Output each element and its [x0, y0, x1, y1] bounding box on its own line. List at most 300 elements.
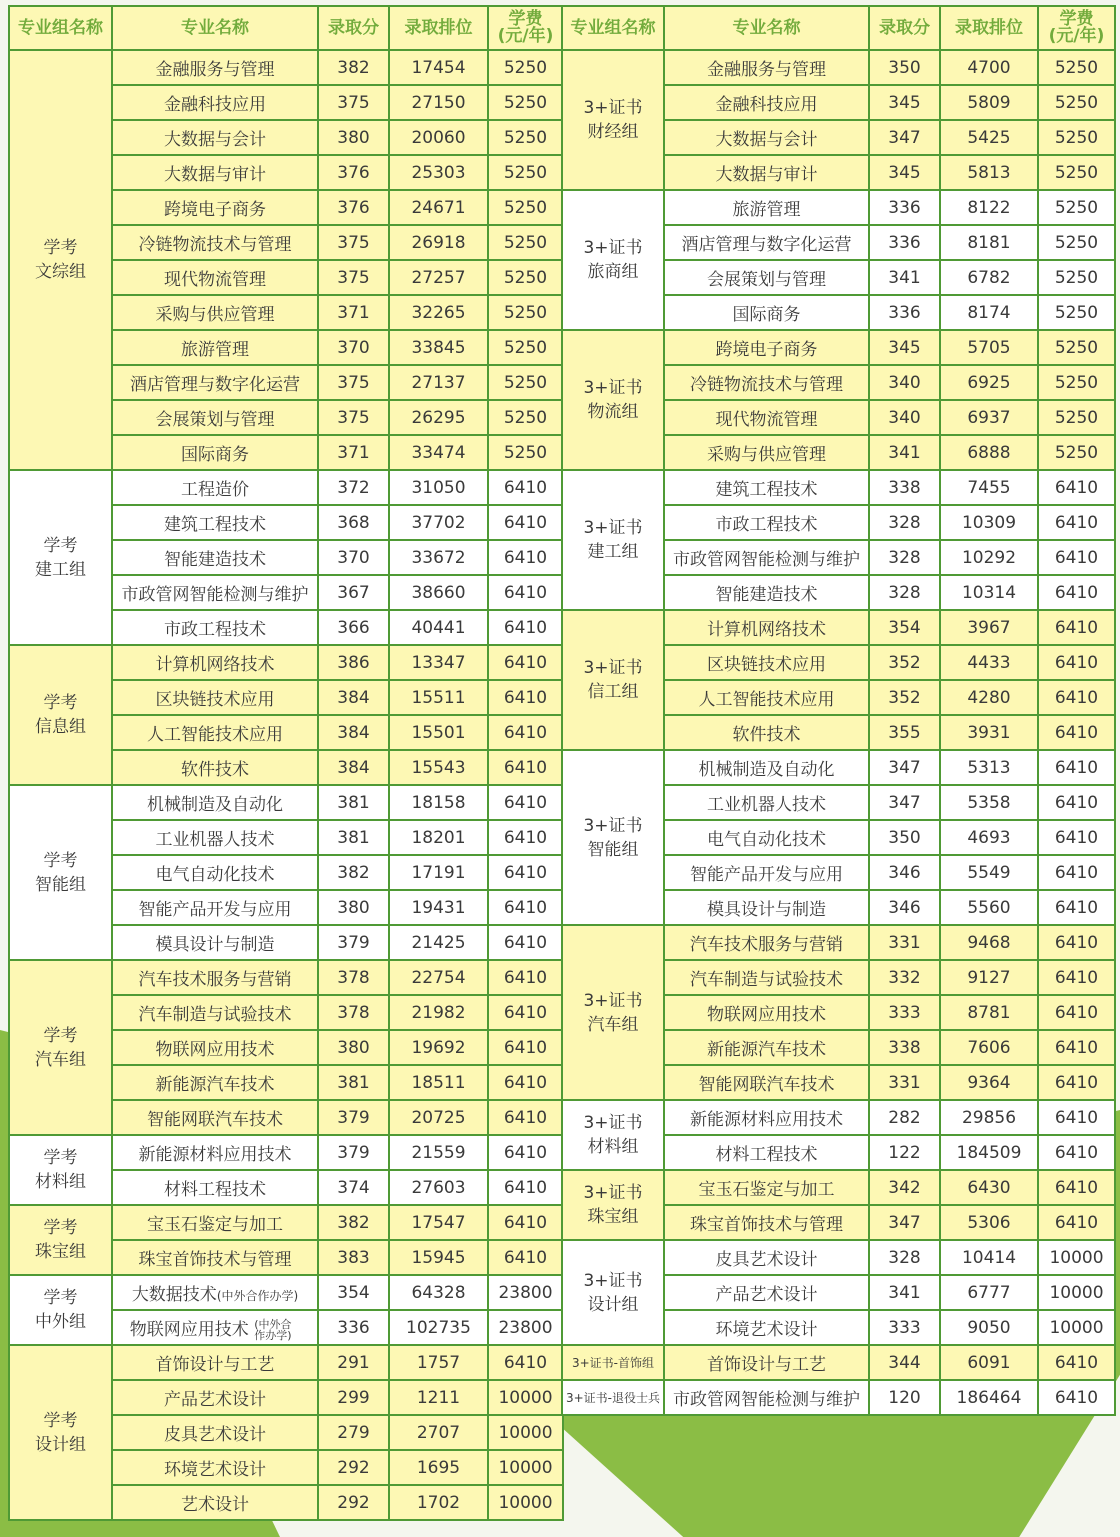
- score-text: 375: [337, 372, 370, 393]
- rank-cell: [940, 1345, 1038, 1380]
- major-name-text: 材料工程技术: [164, 1180, 266, 1200]
- score-cell: [869, 925, 940, 960]
- rank-cell: [940, 680, 1038, 715]
- table-row: [9, 645, 563, 680]
- tuition-cell: [488, 890, 563, 925]
- group-name-cell: [562, 1345, 664, 1380]
- tuition-cell: [488, 785, 563, 820]
- rank-text: 27137: [411, 372, 466, 393]
- tuition-cell: [488, 470, 563, 505]
- rank-cell: [940, 1100, 1038, 1135]
- major-name-cell: [112, 855, 318, 890]
- score-cell: [318, 855, 389, 890]
- score-cell: [869, 960, 940, 995]
- tuition-cell: [488, 715, 563, 750]
- score-cell: [869, 330, 940, 365]
- rank-text: 15945: [411, 1247, 466, 1268]
- major-name-cell: [112, 50, 318, 85]
- score-text: 347: [888, 757, 921, 778]
- tuition-cell: [488, 50, 563, 85]
- score-text: 345: [888, 162, 921, 183]
- major-name-text: 智能网联汽车技术: [147, 1110, 283, 1130]
- rank-cell: [389, 995, 488, 1030]
- table-row: [562, 610, 1115, 645]
- tuition-text: 6410: [503, 477, 548, 498]
- group-name-line: 3+证书: [583, 990, 643, 1011]
- major-name-cell: [112, 470, 318, 505]
- major-name-text: 智能建造技术: [164, 550, 266, 570]
- tuition-cell: [488, 85, 563, 120]
- rank-text: 1211: [416, 1387, 461, 1408]
- score-text: 375: [337, 407, 370, 428]
- major-name-text: 环境艺术设计: [715, 1320, 818, 1340]
- rank-cell: [389, 85, 488, 120]
- rank-cell: [389, 575, 488, 610]
- rank-text: 15543: [411, 757, 466, 778]
- rank-text: 64328: [411, 1282, 466, 1303]
- major-name-text: 跨境电子商务: [164, 200, 266, 220]
- tuition-cell: [488, 120, 563, 155]
- major-name-text: 艺术设计: [181, 1495, 249, 1515]
- table-row: [562, 190, 1115, 225]
- group-name-line: 3+证书-退役士兵: [565, 1390, 661, 1405]
- tuition-text: 6410: [503, 1247, 548, 1268]
- score-cell: [869, 1065, 940, 1100]
- tuition-text: 5250: [1054, 57, 1099, 78]
- tuition-cell: [1038, 225, 1115, 260]
- score-text: 333: [888, 1002, 921, 1023]
- major-name-cell: [664, 575, 869, 610]
- tuition-text: 6410: [503, 862, 548, 883]
- major-name-text: 计算机网络技术: [155, 655, 275, 675]
- rank-text: 102735: [406, 1317, 471, 1338]
- table-row: [562, 750, 1115, 785]
- group-name-cell: [9, 1275, 112, 1345]
- major-name-cell: [112, 890, 318, 925]
- score-cell: [869, 1135, 940, 1170]
- tuition-cell: [488, 365, 563, 400]
- rank-cell: [389, 540, 488, 575]
- tuition-cell: [1038, 260, 1115, 295]
- tuition-text: 6410: [503, 1142, 548, 1163]
- tuition-text: 5250: [503, 337, 548, 358]
- tuition-text: 6410: [1054, 792, 1099, 813]
- major-name-cell: [664, 1065, 869, 1100]
- tuition-cell: [488, 1170, 563, 1205]
- tuition-cell: [488, 610, 563, 645]
- rank-text: 20060: [411, 127, 466, 148]
- rank-text: 5549: [967, 862, 1011, 883]
- rank-text: 19431: [411, 897, 466, 918]
- table-row: [9, 50, 563, 85]
- rank-text: 5306: [967, 1212, 1011, 1233]
- tuition-text: 6410: [1054, 582, 1099, 603]
- tuition-cell: [1038, 1030, 1115, 1065]
- major-name-cell: [112, 1345, 318, 1380]
- group-name-line: 学考: [43, 1148, 78, 1168]
- major-name-text: 软件技术: [181, 760, 249, 780]
- score-cell: [318, 1450, 389, 1485]
- score-text: 292: [337, 1457, 370, 1478]
- major-name-cell: [664, 190, 869, 225]
- score-cell: [318, 50, 389, 85]
- tuition-text: 6410: [1054, 862, 1099, 883]
- score-text: 375: [337, 92, 370, 113]
- rank-cell: [389, 855, 488, 890]
- tuition-text: 5250: [1054, 407, 1099, 428]
- major-name-text: 宝玉石鉴定与加工: [698, 1180, 835, 1200]
- rank-cell: [940, 820, 1038, 855]
- score-cell: [318, 260, 389, 295]
- rank-cell: [389, 1100, 488, 1135]
- score-cell: [318, 715, 389, 750]
- tuition-cell: [488, 505, 563, 540]
- major-name-cell: [112, 1205, 318, 1240]
- group-name-line: 3+证书: [583, 238, 643, 258]
- major-name-cell: [664, 470, 869, 505]
- score-cell: [869, 785, 940, 820]
- rank-cell: [389, 820, 488, 855]
- score-cell: [318, 1380, 389, 1415]
- tuition-cell: [1038, 715, 1115, 750]
- score-text: 382: [337, 57, 370, 78]
- rank-cell: [940, 785, 1038, 820]
- rank-cell: [940, 540, 1038, 575]
- score-text: 279: [337, 1422, 370, 1443]
- rank-cell: [389, 260, 488, 295]
- tuition-text: 6410: [1054, 1177, 1099, 1198]
- score-text: 352: [888, 652, 921, 673]
- tuition-cell: [1038, 470, 1115, 505]
- tuition-text: 5250: [503, 302, 548, 323]
- group-name-line: 3+证书: [583, 658, 643, 678]
- major-name-text: 市政管网智能检测与维护: [673, 1390, 860, 1410]
- tuition-text: 6410: [1054, 1002, 1099, 1023]
- rank-text: 5313: [967, 757, 1011, 778]
- table-header-row: [9, 6, 563, 50]
- rank-cell: [940, 225, 1038, 260]
- rank-cell: [940, 85, 1038, 120]
- score-text: 340: [888, 407, 921, 428]
- rank-cell: [940, 1310, 1038, 1345]
- score-cell: [318, 1240, 389, 1275]
- major-name-text: 金融科技应用: [164, 95, 266, 115]
- rank-cell: [389, 155, 488, 190]
- score-text: 384: [337, 757, 370, 778]
- score-text: 347: [888, 127, 921, 148]
- score-text: 331: [888, 932, 921, 953]
- rank-cell: [389, 1415, 488, 1450]
- tuition-cell: [1038, 785, 1115, 820]
- group-name-line: 3+证书: [583, 1113, 643, 1133]
- tuition-cell: [1038, 750, 1115, 785]
- tuition-text: 6410: [1054, 967, 1099, 988]
- major-name-cell: [112, 505, 318, 540]
- tuition-cell: [1038, 855, 1115, 890]
- tuition-text: 5250: [1054, 302, 1099, 323]
- tuition-text: 5250: [1054, 232, 1099, 253]
- major-name-text: 工业机器人技术: [155, 830, 275, 850]
- group-name-cell: [9, 645, 112, 785]
- group-name-cell: [562, 1240, 664, 1345]
- major-name-text: 首饰设计与工艺: [707, 1355, 826, 1375]
- rank-text: 19692: [411, 1037, 466, 1058]
- group-name-line: 建工组: [587, 542, 639, 562]
- group-name-line: 3+证书: [583, 98, 643, 118]
- score-cell: [869, 995, 940, 1030]
- major-name-cell: [112, 435, 318, 470]
- rank-text: 5560: [967, 897, 1011, 918]
- score-text: 375: [337, 267, 370, 288]
- table-row: [562, 1170, 1115, 1205]
- rank-cell: [389, 505, 488, 540]
- tuition-text: 6410: [1054, 897, 1099, 918]
- major-name-text: 大数据与审计: [715, 165, 818, 185]
- major-name-cell: [664, 1240, 869, 1275]
- major-name-cell: [664, 1380, 869, 1415]
- tuition-text: 23800: [498, 1317, 553, 1338]
- score-cell: [318, 995, 389, 1030]
- group-name-line: 学考: [43, 850, 78, 871]
- rank-text: 7606: [967, 1037, 1011, 1058]
- tuition-text: 6410: [1054, 1352, 1099, 1373]
- major-name-cell: [112, 750, 318, 785]
- tuition-text: 6410: [1054, 722, 1099, 743]
- group-name-cell: [9, 50, 112, 470]
- score-text: 352: [888, 687, 921, 708]
- score-text: 331: [888, 1072, 921, 1093]
- table-row: [9, 960, 563, 995]
- tuition-text: 5250: [1054, 127, 1099, 148]
- tuition-cell: [488, 540, 563, 575]
- rank-cell: [389, 1205, 488, 1240]
- rank-text: 1757: [416, 1352, 461, 1373]
- rank-cell: [389, 225, 488, 260]
- score-text: 383: [337, 1247, 370, 1268]
- major-name-text: 物联网应用技术: [707, 1005, 826, 1025]
- rank-text: 26918: [411, 232, 466, 253]
- tuition-cell: [488, 260, 563, 295]
- tuition-cell: [488, 295, 563, 330]
- rank-text: 8781: [967, 1002, 1011, 1023]
- table-row: [9, 1275, 563, 1310]
- group-name-line: 文综组: [35, 262, 86, 282]
- rank-cell: [940, 1170, 1038, 1205]
- rank-text: 9364: [967, 1072, 1011, 1093]
- score-cell: [869, 295, 940, 330]
- major-name-text: 宝玉石鉴定与加工: [147, 1215, 283, 1235]
- group-name-cell: [562, 750, 664, 925]
- score-text: 374: [337, 1177, 370, 1198]
- header-tuition: 学费 (元/年): [488, 6, 563, 50]
- major-name-text: 旅游管理: [181, 340, 249, 360]
- major-name-cell: [112, 680, 318, 715]
- group-name-line: 设计组: [587, 1294, 639, 1315]
- major-name-text: 大数据与审计: [164, 165, 266, 185]
- major-name-cell: [112, 190, 318, 225]
- major-name-text: 计算机网络技术: [707, 620, 826, 640]
- major-name-cell: [112, 715, 318, 750]
- rank-text: 25303: [411, 162, 466, 183]
- major-name-text: 市政管网智能检测与维护: [673, 550, 860, 570]
- score-text: 376: [337, 197, 370, 218]
- score-cell: [869, 820, 940, 855]
- major-name-text: 模具设计与制造: [707, 900, 826, 920]
- tuition-text: 5250: [503, 162, 548, 183]
- score-cell: [318, 890, 389, 925]
- rank-cell: [940, 400, 1038, 435]
- rank-text: 37702: [411, 512, 466, 533]
- score-text: 379: [337, 1107, 370, 1128]
- rank-text: 17191: [411, 862, 466, 883]
- major-name-text: 国际商务: [181, 445, 249, 465]
- major-name-cell: [112, 575, 318, 610]
- header-major-name: 专业名称: [664, 6, 869, 50]
- score-cell: [869, 260, 940, 295]
- tuition-text: 5250: [503, 442, 548, 463]
- major-name-cell: [112, 400, 318, 435]
- major-name-cell: [664, 155, 869, 190]
- major-name-cell: [664, 750, 869, 785]
- score-text: 328: [888, 547, 921, 568]
- admission-table-xuekao: [8, 5, 564, 1521]
- score-cell: [318, 400, 389, 435]
- tuition-text: 6410: [503, 617, 548, 638]
- group-name-line: 材料组: [587, 1137, 639, 1157]
- tuition-text: 6410: [1054, 617, 1099, 638]
- score-text: 378: [337, 1002, 370, 1023]
- rank-text: 8181: [967, 232, 1011, 253]
- header-major-name: 专业名称: [112, 6, 318, 50]
- rank-text: 24671: [411, 197, 466, 218]
- score-text: 328: [888, 512, 921, 533]
- major-name-cell: [664, 610, 869, 645]
- major-name-cell: [664, 680, 869, 715]
- score-cell: [869, 1310, 940, 1345]
- major-name-cell: [664, 1275, 869, 1310]
- tuition-cell: [1038, 820, 1115, 855]
- header-rank: 录取排位: [389, 6, 488, 50]
- group-name-line: 3+证书: [583, 518, 643, 538]
- tuition-text: 6410: [503, 1177, 548, 1198]
- rank-cell: [389, 50, 488, 85]
- tuition-text: 5250: [503, 197, 548, 218]
- score-cell: [318, 1065, 389, 1100]
- tuition-cell: [1038, 610, 1115, 645]
- tuition-text: 6410: [503, 652, 548, 673]
- header-group-name: 专业组名称: [9, 6, 112, 50]
- rank-cell: [940, 1065, 1038, 1100]
- tuition-text: 6410: [1054, 1387, 1099, 1408]
- major-name-text: 模具设计与制造: [155, 935, 275, 955]
- major-name-cell: [112, 1310, 318, 1345]
- table-row: [562, 925, 1115, 960]
- rank-text: 4433: [967, 652, 1011, 673]
- major-name-text: 智能产品开发与应用: [690, 865, 843, 885]
- score-cell: [318, 295, 389, 330]
- group-name-line: 设计组: [35, 1434, 86, 1455]
- rank-cell: [389, 365, 488, 400]
- tuition-cell: [488, 400, 563, 435]
- group-name-cell: [562, 1100, 664, 1170]
- major-name-cell: [664, 120, 869, 155]
- rank-cell: [389, 645, 488, 680]
- score-text: 382: [337, 1212, 370, 1233]
- header-rank: 录取排位: [940, 6, 1038, 50]
- major-name-cell: [112, 1170, 318, 1205]
- group-name-cell: [562, 610, 664, 750]
- major-name-text: 皮具艺术设计: [164, 1425, 266, 1445]
- group-name-cell: [562, 470, 664, 610]
- rank-cell: [940, 610, 1038, 645]
- score-text: 299: [337, 1387, 370, 1408]
- tuition-text: 6410: [503, 1002, 548, 1023]
- major-name-text: 材料工程技术: [715, 1145, 818, 1165]
- rank-text: 2707: [416, 1422, 461, 1443]
- rank-cell: [940, 155, 1038, 190]
- score-cell: [318, 820, 389, 855]
- tuition-cell: [1038, 890, 1115, 925]
- tuition-cell: [488, 1275, 563, 1310]
- score-text: 346: [888, 897, 921, 918]
- tuition-text: 6410: [1054, 932, 1099, 953]
- rank-text: 8174: [967, 302, 1011, 323]
- rank-text: 33474: [411, 442, 466, 463]
- group-name-line: 3+证书-首饰组: [571, 1355, 655, 1370]
- score-text: 282: [888, 1107, 921, 1128]
- rank-cell: [940, 645, 1038, 680]
- table-row: [9, 1345, 563, 1380]
- tuition-cell: [488, 925, 563, 960]
- group-name-line: 汽车组: [587, 1014, 639, 1035]
- header-score: 录取分: [318, 6, 389, 50]
- major-name-text: 市政工程技术: [164, 620, 266, 640]
- major-name-text: 汽车制造与试验技术: [690, 970, 843, 990]
- group-name-cell: [9, 1345, 112, 1520]
- major-name-text: 采购与供应管理: [707, 445, 826, 465]
- score-cell: [869, 1275, 940, 1310]
- tuition-text: 10000: [1049, 1247, 1104, 1268]
- rank-text: 13347: [411, 652, 466, 673]
- rank-cell: [940, 1240, 1038, 1275]
- major-name-text: 采购与供应管理: [155, 305, 275, 325]
- score-cell: [869, 645, 940, 680]
- tuition-text: 6410: [503, 967, 548, 988]
- tuition-cell: [488, 820, 563, 855]
- rank-text: 6937: [967, 407, 1011, 428]
- major-name-text: 建筑工程技术: [715, 480, 818, 500]
- major-name-cell: [112, 295, 318, 330]
- tuition-cell: [488, 645, 563, 680]
- score-text: 345: [888, 92, 921, 113]
- score-cell: [869, 1380, 940, 1415]
- major-name-text: 会展策划与管理: [155, 410, 275, 430]
- tuition-text: 6410: [1054, 1212, 1099, 1233]
- group-name-cell: [9, 960, 112, 1135]
- table-row: [9, 1135, 563, 1170]
- group-name-line: 珠宝组: [587, 1207, 639, 1227]
- major-note: (中外合作办学): [254, 1317, 292, 1342]
- rank-cell: [389, 960, 488, 995]
- rank-cell: [389, 1485, 488, 1520]
- major-note: (中外合作办学): [216, 1289, 299, 1303]
- tuition-text: 10000: [1049, 1282, 1104, 1303]
- rank-cell: [389, 680, 488, 715]
- tuition-text: 5250: [503, 127, 548, 148]
- score-text: 354: [888, 617, 921, 638]
- major-name-cell: [112, 645, 318, 680]
- major-name-text: 汽车技术服务与营销: [138, 970, 292, 990]
